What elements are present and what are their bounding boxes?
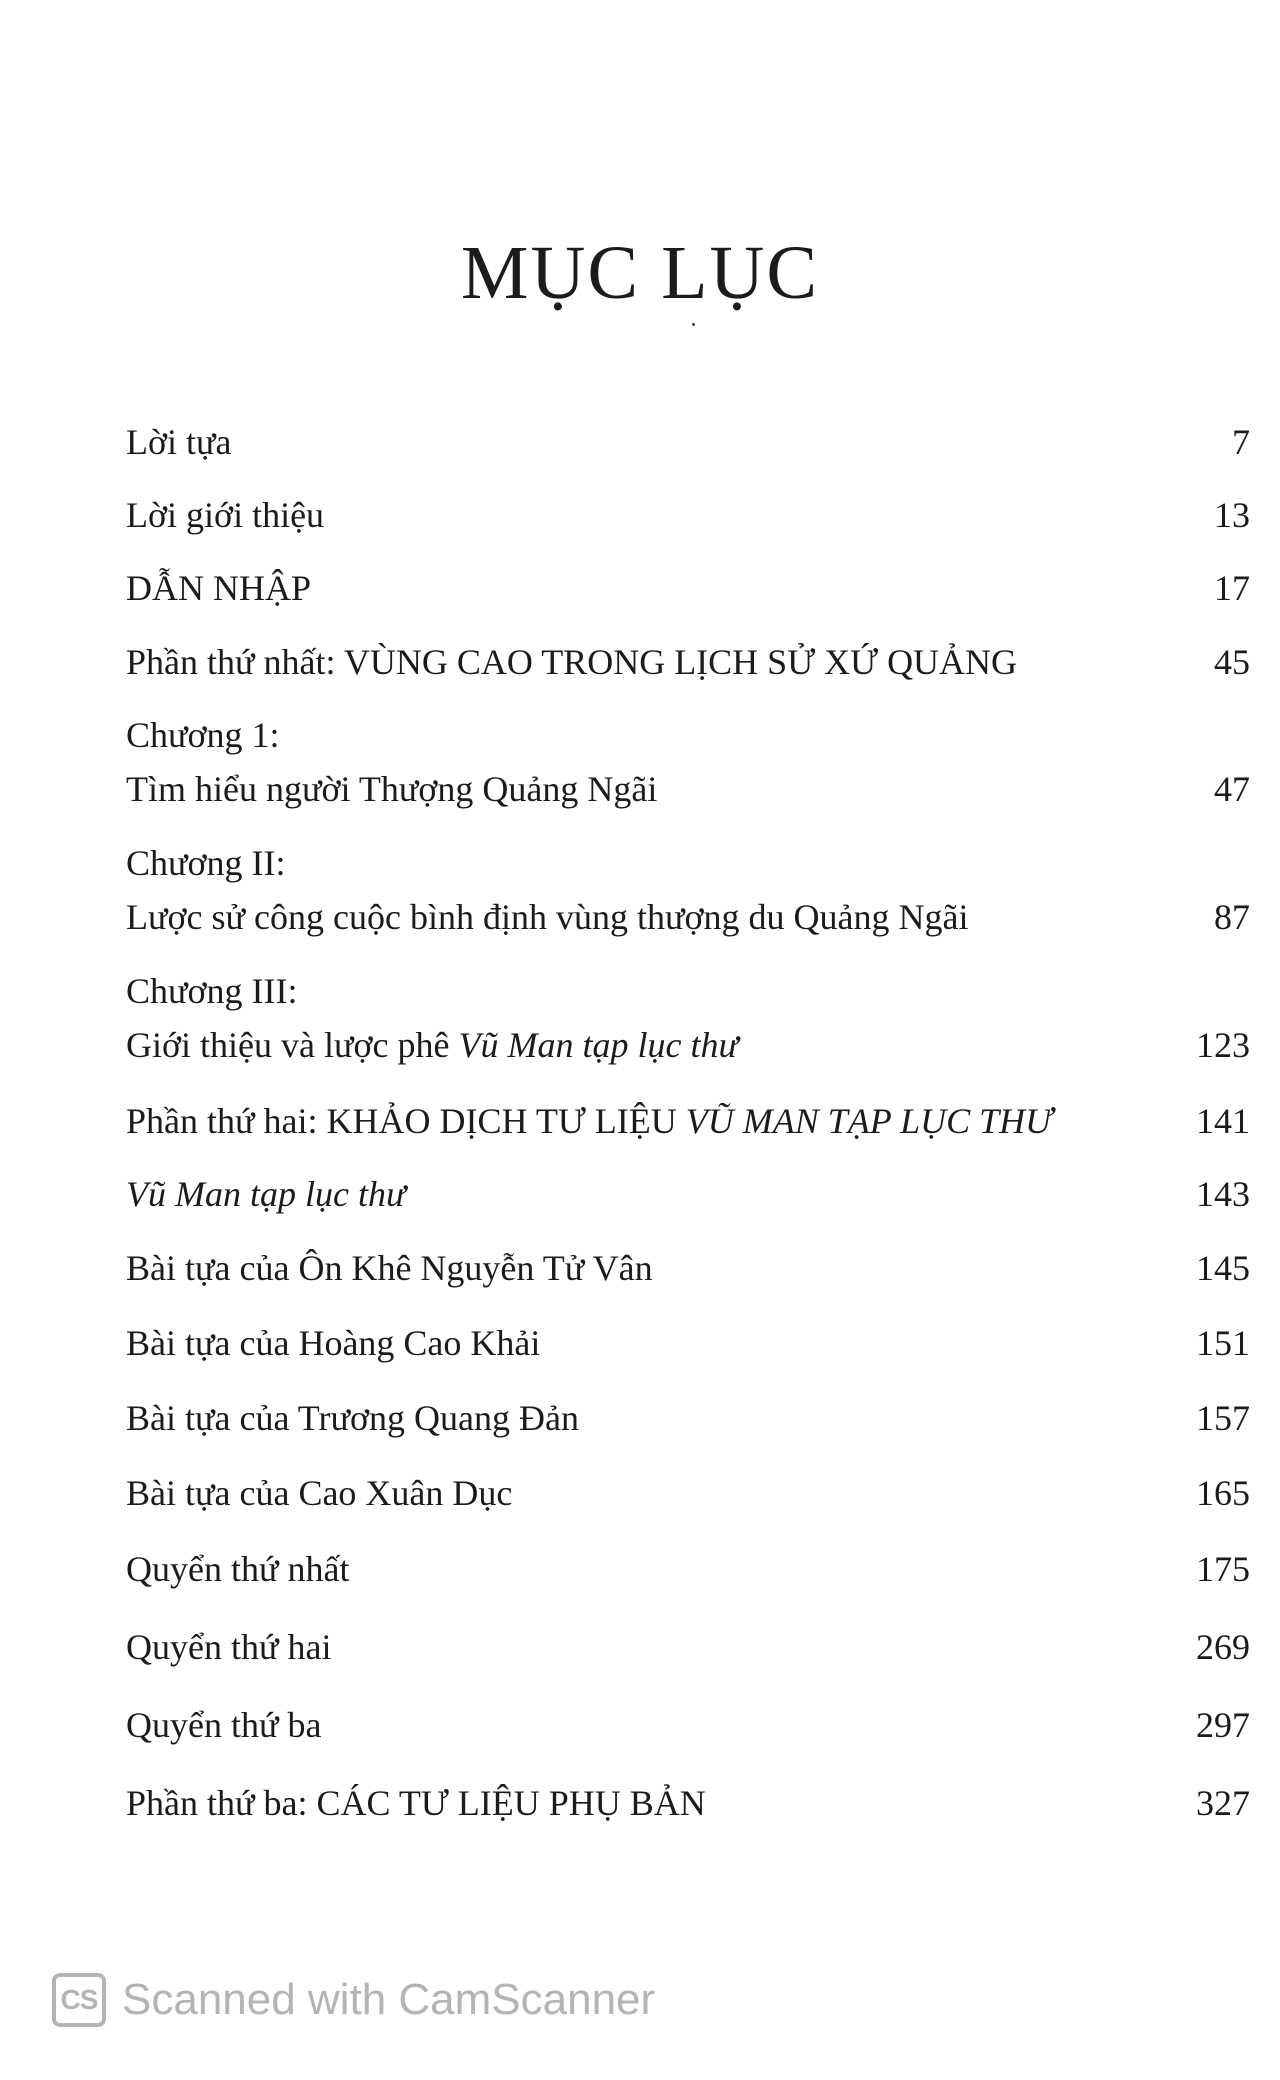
toc-label-italic: VŨ MAN TẠP LỤC THƯ xyxy=(685,1101,1053,1141)
page-title: MỤC LỤC xyxy=(460,231,820,315)
toc-page-number: 145 xyxy=(1196,1248,1250,1288)
toc-entry-label: Bài tựa của Hoàng Cao Khải xyxy=(126,1323,541,1363)
toc-entry-label: Bài tựa của Ôn Khê Nguyễn Tử Vân xyxy=(126,1248,653,1288)
toc-label-regular: Phần thứ hai: KHẢO DỊCH TƯ LIỆU xyxy=(126,1101,686,1141)
toc-entry-label: Vũ Man tạp lục thư xyxy=(126,1174,406,1214)
toc-page-number: 297 xyxy=(1196,1705,1250,1745)
toc-page-number: 13 xyxy=(1214,495,1250,535)
toc-entry-label: Quyển thứ hai xyxy=(126,1627,332,1667)
toc-entry-label: Quyển thứ nhất xyxy=(126,1549,350,1589)
toc-entry-label: Lược sử công cuộc bình định vùng thượng du Quảng Ngãi xyxy=(126,897,969,937)
toc-entry xyxy=(126,493,1250,537)
toc-chapter-heading: Chương III: xyxy=(126,971,298,1011)
toc-entry xyxy=(126,1547,1250,1591)
toc-entry-label: Tìm hiểu người Thượng Quảng Ngãi xyxy=(126,769,658,809)
toc-entry xyxy=(126,713,1250,811)
toc-label-regular: Giới thiệu và lược phê xyxy=(126,1025,459,1065)
toc-page-number: 165 xyxy=(1196,1473,1250,1513)
toc-page-number: 87 xyxy=(1214,897,1250,937)
toc-entry xyxy=(126,1471,1250,1515)
toc-entry xyxy=(126,1396,1250,1440)
toc-page-number: 327 xyxy=(1196,1783,1250,1823)
table-of-contents xyxy=(126,0,1250,1900)
toc-entry xyxy=(126,566,1250,610)
toc-chapter-heading: Chương 1: xyxy=(126,715,280,755)
toc-entry-label: Phần thứ ba: CÁC TƯ LIỆU PHỤ BẢN xyxy=(126,1783,706,1823)
camscanner-watermark xyxy=(52,1968,655,2032)
toc-entry xyxy=(126,969,1250,1067)
toc-entry xyxy=(126,1172,1250,1216)
toc-entry xyxy=(126,1781,1250,1825)
toc-page-number: 151 xyxy=(1196,1323,1250,1363)
toc-entry-label: Quyển thứ ba xyxy=(126,1705,322,1745)
toc-page-number: 141 xyxy=(1196,1101,1250,1141)
toc-entry xyxy=(126,1625,1250,1669)
toc-page-number: 175 xyxy=(1196,1549,1250,1589)
toc-entry-label: Bài tựa của Cao Xuân Dục xyxy=(126,1473,513,1513)
toc-page-number: 143 xyxy=(1196,1174,1250,1214)
toc-entry-label: Phần thứ nhất: VÙNG CAO TRONG LỊCH SỬ XỨ QUẢNG xyxy=(126,642,1018,682)
toc-entry-label xyxy=(126,1023,1250,1067)
toc-page-number: 269 xyxy=(1196,1627,1250,1667)
toc-entry xyxy=(126,1246,1250,1290)
watermark-text: Scanned with CamScanner xyxy=(122,1975,656,2024)
toc-entry-label: Lời tựa xyxy=(126,422,232,462)
toc-entry-label: DẪN NHẬP xyxy=(126,568,312,608)
toc-entry-label: Bài tựa của Trương Quang Đản xyxy=(126,1398,580,1438)
toc-entry xyxy=(126,640,1250,684)
toc-entry xyxy=(126,1099,1250,1143)
toc-page-number: 7 xyxy=(1232,422,1250,462)
toc-chapter-heading: Chương II: xyxy=(126,843,286,883)
toc-entry xyxy=(126,1703,1250,1747)
toc-page-number: 157 xyxy=(1196,1398,1250,1438)
camscanner-logo-icon: CS xyxy=(52,1973,106,2027)
toc-entry xyxy=(126,420,1250,464)
toc-entry-label xyxy=(126,1099,1250,1143)
toc-entry xyxy=(126,1321,1250,1365)
toc-entry xyxy=(126,841,1250,939)
toc-page-number: 47 xyxy=(1214,769,1250,809)
toc-page-number: 45 xyxy=(1214,642,1250,682)
toc-page-number: 17 xyxy=(1214,568,1250,608)
toc-page-number: 123 xyxy=(1196,1025,1250,1065)
toc-label-italic: Vũ Man tạp lục thư xyxy=(458,1025,739,1065)
toc-entry-label: Lời giới thiệu xyxy=(126,495,325,535)
